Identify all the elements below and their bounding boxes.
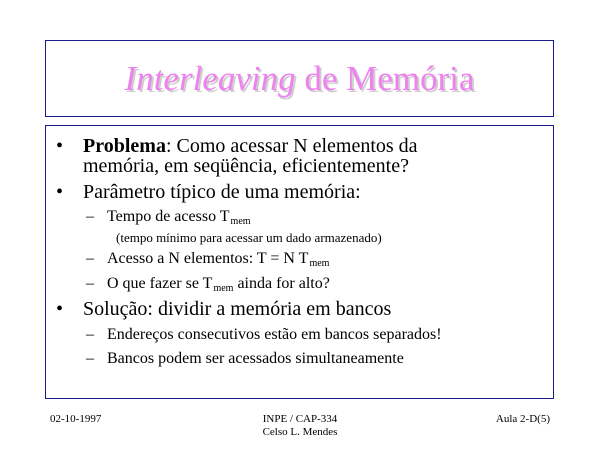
sub-item-note: (tempo mínimo para acessar um dado armazenado) xyxy=(116,230,382,245)
bullet-text-line2: memória, em seqüência, eficientemente? xyxy=(83,155,409,177)
sub-item-main: Acesso a N elementos: T = N T xyxy=(107,250,309,267)
bullet-text: Solução: dividir a memória em bancos xyxy=(83,298,392,320)
sub-item-main: Tempo de acesso T xyxy=(107,208,230,225)
footer-course-line1: INPE / CAP-334 xyxy=(262,413,338,425)
sub-item-main: O que fazer se T xyxy=(107,275,213,292)
sub-item-text: Bancos podem ser acessados simultaneamente xyxy=(107,350,404,367)
dash-marker: – xyxy=(86,350,94,367)
bullet-marker: • xyxy=(56,181,64,203)
sub-item-text xyxy=(107,208,251,231)
sub-item-text xyxy=(107,250,329,273)
bullet-text xyxy=(83,136,418,157)
sub-item-after: ainda for alto? xyxy=(233,275,330,292)
subscript: mem xyxy=(230,216,251,227)
bullet-marker: • xyxy=(56,298,64,320)
subscript: mem xyxy=(309,258,330,269)
content-box xyxy=(45,125,554,399)
subscript: mem xyxy=(213,283,234,294)
footer-author: Celso L. Mendes xyxy=(262,426,338,438)
title-box xyxy=(45,40,554,117)
title-italic: Interleaving xyxy=(124,58,296,98)
bullet-text-line1: : Como acessar N elementos da xyxy=(165,135,418,157)
dash-marker: – xyxy=(86,326,94,343)
dash-marker: – xyxy=(86,250,94,267)
title-rest: de Memória xyxy=(295,58,475,98)
bullet-marker: • xyxy=(56,135,64,157)
bullet-text: Parâmetro típico de uma memória: xyxy=(83,181,361,203)
footer-date: 02-10-1997 xyxy=(50,413,102,425)
dash-marker: – xyxy=(86,275,94,292)
dash-marker: – xyxy=(86,208,94,225)
sub-item-text xyxy=(107,275,330,298)
footer-page-number: Aula 2-D(5) xyxy=(495,413,550,425)
bullet-bold-label: Problema xyxy=(83,135,166,157)
sub-item-text: Endereços consecutivos estão em bancos separados! xyxy=(107,326,442,343)
slide-title xyxy=(125,59,475,99)
